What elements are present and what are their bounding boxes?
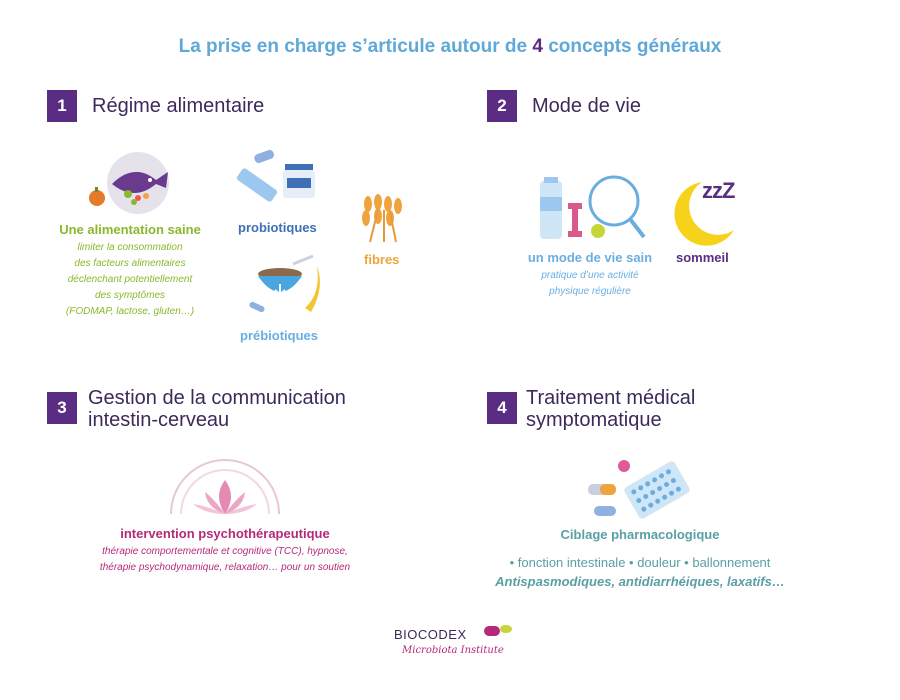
zzz-text: zzZ [702, 178, 735, 203]
pills-icon [588, 458, 688, 523]
diet-description [40, 240, 220, 320]
psychotherapy-desc-line: thérapie comportementale et cognitive (TCC), hypnose, [102, 546, 348, 557]
lifestyle-description [510, 268, 670, 300]
prebiotics-label: prébiotiques [240, 328, 319, 343]
diet-desc-line: limiter la consommation [77, 242, 183, 253]
section-2-heading: Mode de vie [532, 95, 641, 117]
logo-subtitle: Microbiota Institute [402, 645, 504, 656]
diet-title: Une alimentation saine [59, 222, 201, 237]
psychotherapy-title: intervention psychothérapeutique [120, 526, 330, 541]
section-2-number: 2 [487, 90, 517, 122]
lifestyle-desc-line: pratique d’une activité [541, 270, 639, 281]
section-3-heading: Gestion de la communication intestin-cerveau [88, 387, 346, 431]
sport-icon [536, 175, 651, 245]
pharmacology-title: Ciblage pharmacologique [560, 527, 720, 542]
fish-plate-icon [90, 150, 180, 220]
probiotics-icon [232, 150, 322, 215]
symptoms-list: • fonction intestinale • douleur • ballonnement [509, 555, 771, 570]
diet-desc-line: des facteurs alimentaires [74, 258, 186, 269]
psychotherapy-description [50, 544, 400, 576]
probiotics-label: probiotiques [238, 220, 317, 235]
lifestyle-title: un mode de vie sain [527, 250, 653, 265]
page-title [0, 36, 900, 58]
section-4-number: 4 [487, 392, 517, 424]
lifestyle-desc-line: physique régulière [549, 286, 631, 297]
title-text-after: concepts généraux [542, 36, 722, 57]
fibres-label: fibres [364, 252, 400, 267]
psychotherapy-desc-line: thérapie psychodynamique, relaxation… pour un soutien [99, 562, 351, 573]
logo-brand: BIOCODEX [394, 627, 467, 642]
section-1-heading: Régime alimentaire [92, 95, 265, 117]
section-1-number: 1 [47, 90, 77, 122]
biocodex-logo [394, 626, 524, 656]
prebiotics-icon [245, 258, 335, 323]
sommeil-label: sommeil [676, 250, 729, 265]
diet-desc-line: déclenchant potentiellement [67, 274, 193, 285]
diet-desc-line: (FODMAP, lactose, gluten…) [65, 306, 195, 317]
section-4-heading: Traitement médical symptomatique [526, 387, 696, 431]
lotus-icon [165, 458, 285, 518]
diet-desc-line: des symptômes [94, 290, 166, 301]
section-3-number: 3 [47, 392, 77, 424]
title-text-before: La prise en charge s’articule autour de [178, 36, 533, 57]
title-number: 4 [532, 36, 543, 57]
logo-mark-icon [484, 624, 514, 638]
wheat-icon [350, 190, 410, 245]
drugs-list: Antispasmodiques, antidiarrhéiques, laxatifs… [495, 574, 785, 589]
